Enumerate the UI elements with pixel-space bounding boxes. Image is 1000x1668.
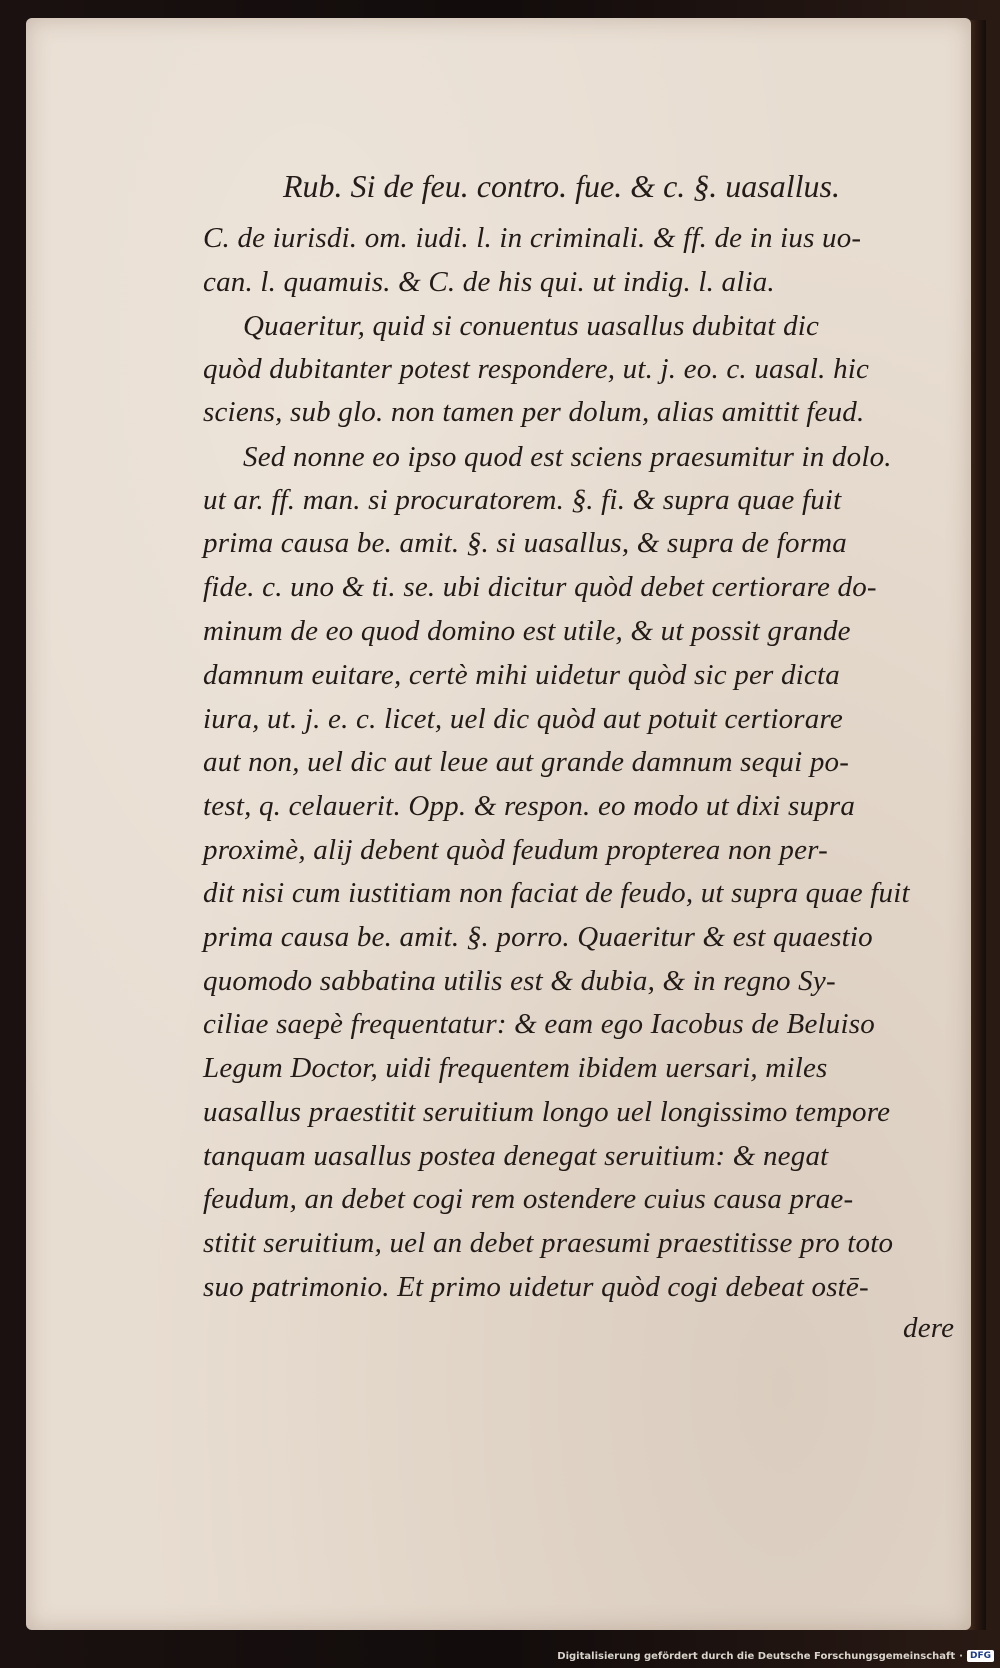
- text-line: uasallus praestitit seruitium longo uel longissimo tempore: [203, 1096, 891, 1128]
- text-line: iura, ut. j. e. c. licet, uel dic quòd aut potuit certiorare: [203, 703, 843, 735]
- text-line: ciliae saepè frequentatur: & eam ego Iacobus de Beluiso: [203, 1008, 875, 1040]
- text-line: feudum, an debet cogi rem ostendere cuius causa prae-: [203, 1183, 854, 1215]
- text-line: fide. c. uno & ti. se. ubi dicitur quòd debet certiorare do-: [203, 571, 877, 603]
- text-line: prima causa be. amit. §. si uasallus, & supra de forma: [203, 527, 847, 559]
- text-line: prima causa be. amit. §. porro. Quaeritur & est quaestio: [203, 921, 873, 953]
- text-line: aut non, uel dic aut leue aut grande damnum sequi po-: [203, 746, 850, 778]
- credit-text: Digitalisierung gefördert durch die Deutsche Forschungsgemeinschaft: [557, 1650, 956, 1662]
- text-line: ut ar. ff. man. si procuratorem. §. fi. & supra quae fuit: [203, 484, 842, 516]
- text-line: Sed nonne eo ipso quod est sciens praesumitur in dolo.: [243, 441, 892, 473]
- text-line: dit nisi cum iustitiam non faciat de feudo, ut supra quae fuit: [203, 877, 910, 909]
- digitization-credit: Digitalisierung gefördert durch die Deutsche Forschungsgemeinschaft · DFG: [557, 1650, 994, 1662]
- text-line: Legum Doctor, uidi frequentem ibidem uersari, miles: [203, 1052, 828, 1084]
- text-line: stitit seruitium, uel an debet praesumi praestitisse pro toto: [203, 1227, 894, 1259]
- text-line: can. l. quamuis. & C. de his qui. ut indig. l. alia.: [203, 266, 775, 298]
- text-line: suo patrimonio. Et primo uidetur quòd cogi debeat ostē-: [203, 1271, 869, 1303]
- text-line: damnum euitare, certè mihi uidetur quòd sic per dicta: [203, 659, 840, 691]
- dfg-logo: DFG: [967, 1650, 994, 1662]
- running-header: Rub. Si de feu. contro. fue. & c. §. uasallus.: [283, 168, 840, 204]
- text-line: sciens, sub glo. non tamen per dolum, alias amittit feud.: [203, 396, 865, 428]
- text-line: Quaeritur, quid si conuentus uasallus dubitat dic: [243, 310, 820, 342]
- text-line: quomodo sabbatina utilis est & dubia, & in regno Sy-: [203, 965, 836, 997]
- text-line: C. de iurisdi. om. iudi. l. in criminali. & ff. de in ius uo-: [203, 222, 862, 254]
- text-line: tanquam uasallus postea denegat seruitium: & negat: [203, 1140, 829, 1172]
- text-line: proximè, alij debent quòd feudum propterea non per-: [203, 834, 828, 866]
- text-line: test, q. celauerit. Opp. & respon. eo modo ut dixi supra: [203, 790, 856, 822]
- document-page: [26, 18, 971, 1630]
- text-line: quòd dubitanter potest respondere, ut. j. eo. c. uasal. hic: [203, 353, 870, 385]
- catchword: dere: [903, 1312, 955, 1344]
- text-line: minum de eo quod domino est utile, & ut possit grande: [203, 615, 851, 647]
